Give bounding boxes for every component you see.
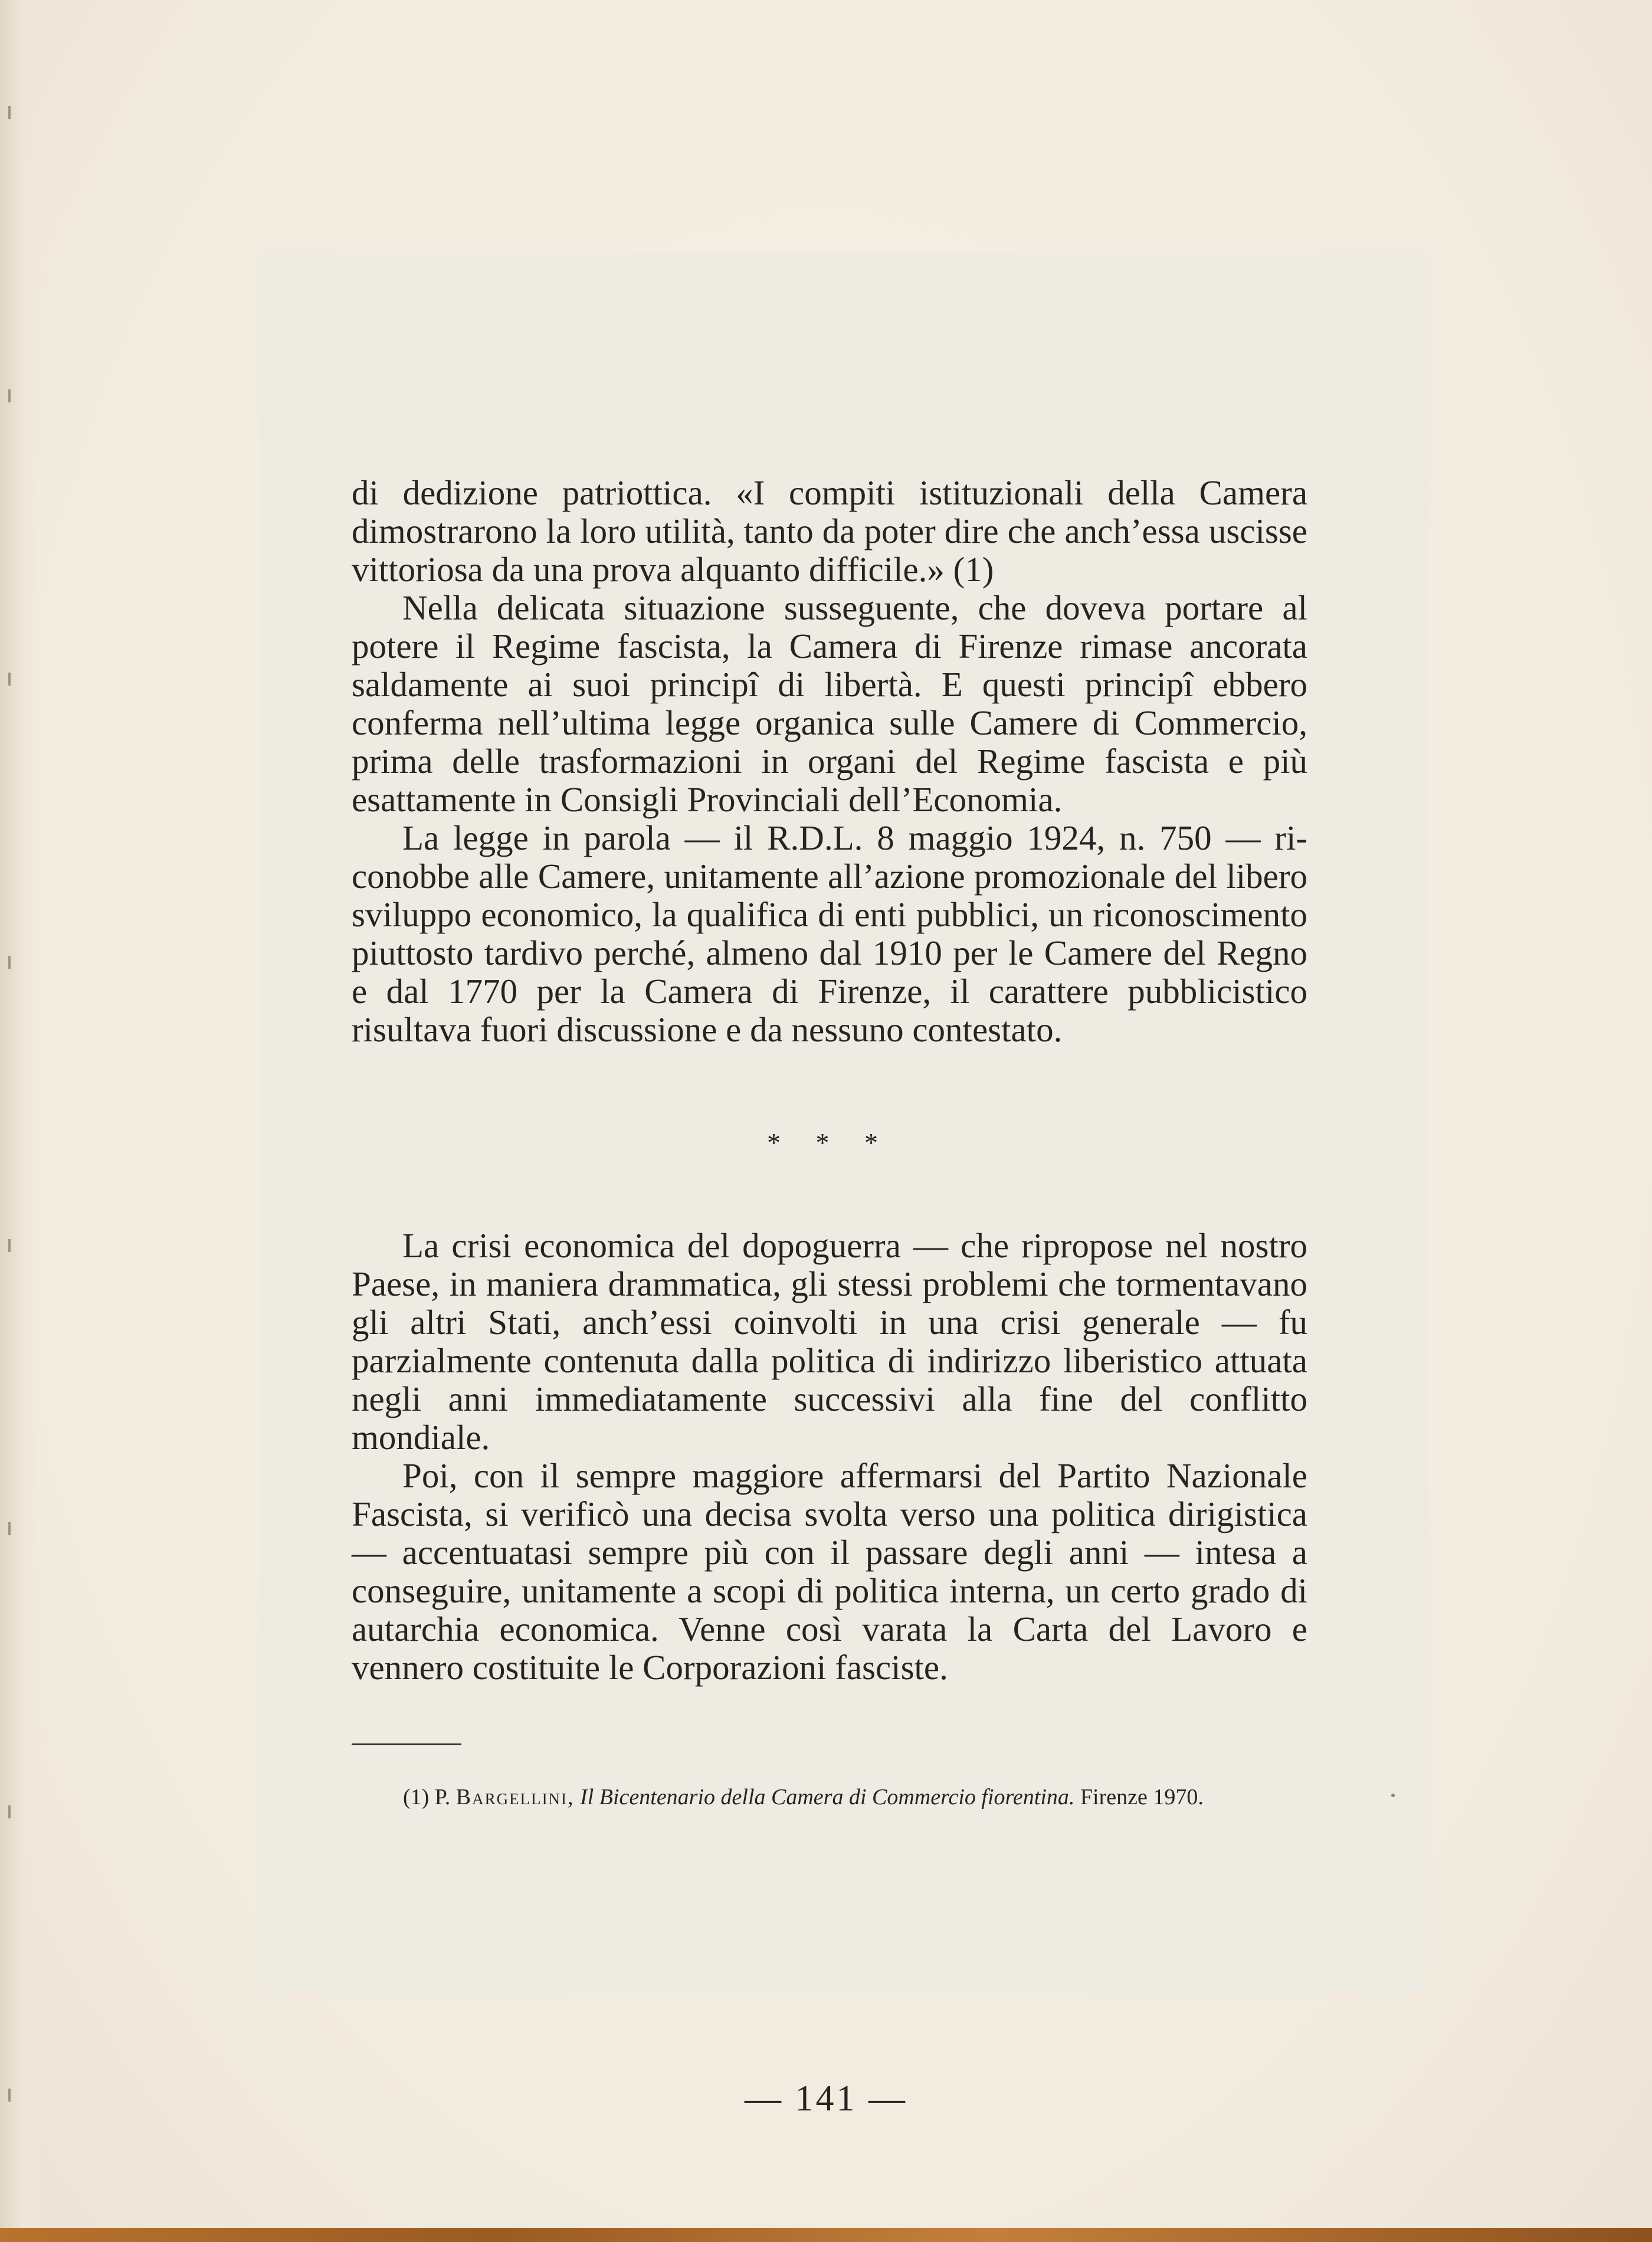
paragraph: Nella delicata situazione susseguente, che doveva portare al potere il Regime fascista, la Camera di Firenze rimase ancorata saldamente ai suoi principî di libertà. E questi principî ebbero conferma nell’ultima legge organica sulle Camere di Commercio, prima delle trasformazioni in organi del Regime fascista e più esattamente in Consigli Provinciali dell’Economia. bbox=[352, 588, 1307, 819]
footnote-author: Bargellini, bbox=[455, 1785, 575, 1810]
binding-mark bbox=[8, 673, 11, 686]
paragraph: La crisi economica del dopoguerra — che ripropose nel nostro Paese, in maniera drammatica, gli stessi problemi che tormentavano gli altri Stati, anch’essi coinvolti in una crisi generale — fu parzialmente contenuta dalla politica di indirizzo liberistico attuata negli anni immediatamente successivi alla fine del conflitto mondiale. bbox=[352, 1226, 1307, 1457]
spine-shadow bbox=[0, 0, 41, 2242]
paragraph-continued: di dedizione patriottica. «I compiti istituzionali della Camera dimostrarono la loro utilità, tanto da poter dire che anch’essa uscisse vittoriosa da una prova alquanto difficile.» (1) bbox=[352, 473, 1307, 589]
binding-mark bbox=[8, 106, 11, 119]
footnote-rule bbox=[352, 1743, 461, 1745]
footnote bbox=[403, 1783, 1204, 1811]
paragraph: Poi, con il sempre maggiore affermarsi del Partito Nazionale Fascista, si verificò una decisa svolta verso una politica dirigistica — accentuatasi sempre più con il passare degli anni — intesa a conseguire, unitamente a scopi di politica interna, un certo grado di autarchia economica. Venne così varata la Carta del Lavoro e vennero costituite le Corporazioni fasciste. bbox=[352, 1456, 1307, 1687]
binding-mark bbox=[8, 1805, 11, 1818]
binding-mark bbox=[8, 389, 11, 402]
page-number: — 141 — bbox=[745, 2079, 907, 2119]
binding-mark bbox=[8, 1522, 11, 1535]
body-text bbox=[352, 474, 1307, 1687]
section-break: * * * bbox=[767, 1127, 892, 1158]
footnote-marker: (1) P. bbox=[403, 1785, 451, 1810]
book-cover-edge bbox=[0, 2228, 1652, 2242]
binding-mark bbox=[8, 1239, 11, 1252]
footnote-title: Il Bicentenario della Camera di Commercio fiorentina. bbox=[580, 1785, 1075, 1810]
footnote-place-year: Firenze 1970. bbox=[1080, 1785, 1204, 1810]
paragraph: La legge in parola — il R.D.L. 8 maggio 1924, n. 750 — riconobbe alle Camere, unitamente all’azione promozionale del libero sviluppo economico, la qualifica di enti pubblici, un riconoscimento piuttosto tardivo perché, almeno dal 1910 per le Camere del Regno e dal 1770 per la Camera di Firenze, il carattere pubblicistico risultava fuori discussione e da nessuno contestato. bbox=[352, 818, 1307, 1049]
ink-speck bbox=[1391, 1794, 1395, 1797]
binding-mark bbox=[8, 956, 11, 969]
